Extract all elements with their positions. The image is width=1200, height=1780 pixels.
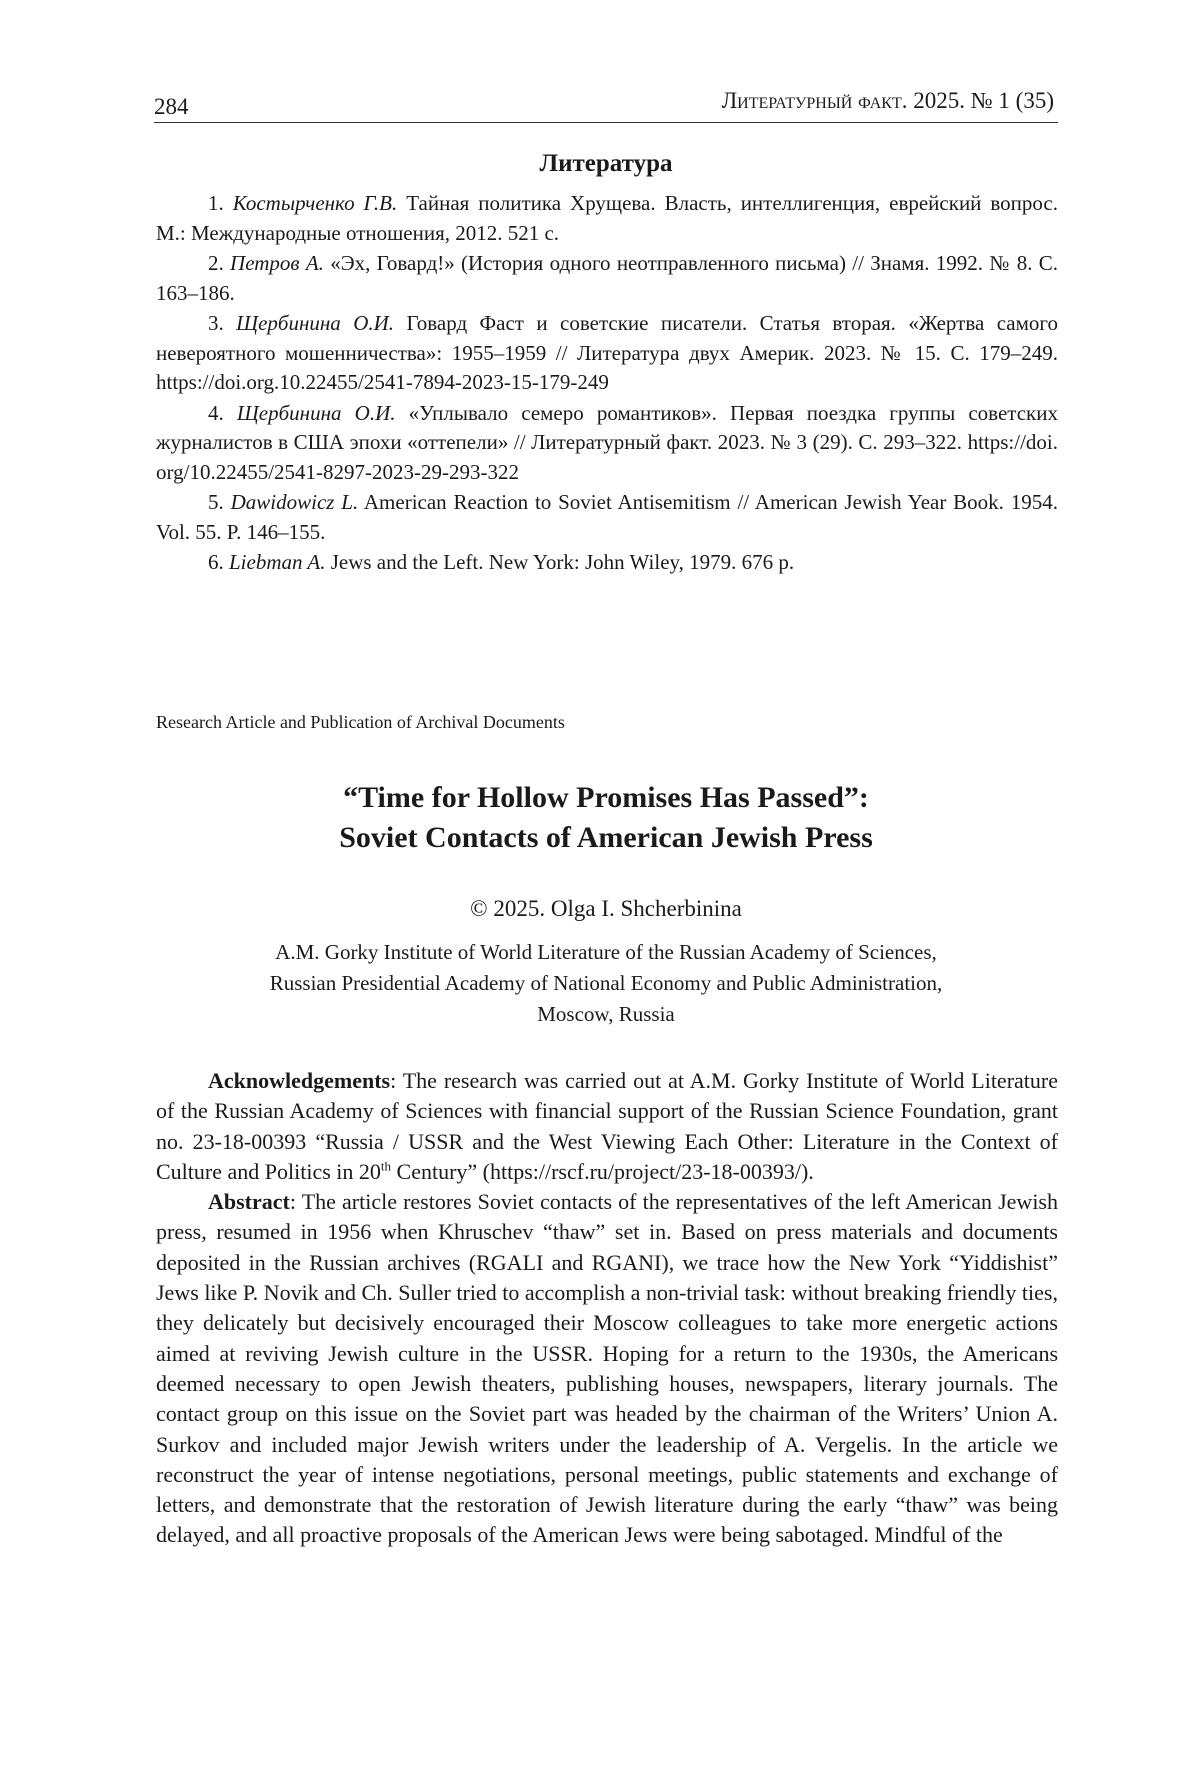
reference-author: Щербинина О.И. — [236, 311, 395, 335]
reference-author: Щербинина О.И. — [236, 400, 396, 425]
reference-item — [156, 249, 1058, 308]
reference-text: Тайная политика Хрущева. Власть, интеллигенция, еврейский вопрос. М.: Международные отношения, 2012. 521 с. — [156, 191, 1058, 245]
superscript: th — [380, 1158, 392, 1174]
references-list — [156, 189, 1058, 579]
reference-text: «Уплывало семеро романтиков». Первая поездка группы советских журналистов в США эпохи «оттепели» // Литературный факт. 2023. № 3 (29). С. 293–322. https://doi. org/10.22455/2541-8297-2023-29-293-322 — [156, 400, 1058, 484]
affiliation-line: Russian Presidential Academy of National Economy and Public Administration, — [269, 971, 943, 995]
copyright-author: © 2025. Olga I. Shcherbinina — [470, 896, 742, 921]
reference-number: 6. — [208, 550, 224, 574]
page-number: 284 — [154, 94, 189, 119]
reference-author: Dawidowicz L. — [230, 490, 359, 514]
author-affiliation — [154, 937, 1058, 1030]
abstract-text: : The article restores Soviet contacts of the representatives of the left American Jewish press, resumed in 1956 when Khruschev “thaw” set in. Based on press materials and documents deposited in the Russian archives (RGALI and RGANI), we trace how the New York “Yiddishist” Jews like P. Novik and Ch. Suller tried to accomplish a non-trivial task: without breaking friendly ties, they delicately but decisively encouraged their Moscow colleagues to take more energetic actions aimed at reviving Jewish culture in the USSR. Hoping for a return to the 1930s, the Americans deemed necessary to open Jewish theaters, publishing houses, newspapers, literary journals. The contact group on this issue on the Soviet part was headed by the chairman of the Writers’ Union A. Surkov and included major Jewish writers under the leadership of A. Vergelis. In the article we reconstruct the year of intense negotiations, personal meetings, public statements and exchange of letters, and demonstrate that the restoration of Jewish literature during the early “thaw” was being delayed, and all proactive proposals of the American Jews were being sabotaged. Mindful of the — [156, 1189, 1058, 1548]
running-head: Литературный факт. 2025. № 1 (35) — [721, 88, 1054, 113]
reference-number: 4. — [208, 400, 224, 425]
reference-item — [156, 548, 1058, 578]
acknowledgements-text-end: Century” (https://rscf.ru/project/23-18-00393/). — [391, 1158, 814, 1184]
article-body — [156, 1066, 1058, 1551]
reference-number: 1. — [208, 191, 224, 215]
reference-item — [156, 488, 1058, 547]
article-title — [154, 778, 1058, 858]
affiliation-line: A.M. Gorky Institute of World Literature of the Russian Academy of Sciences, — [275, 940, 937, 964]
reference-text: Jews and the Left. New York: John Wiley, 1979. 676 p. — [330, 550, 795, 574]
reference-number: 5. — [208, 490, 224, 514]
reference-item — [156, 189, 1058, 248]
reference-text: American Reaction to Soviet Antisemitism // American Jewish Year Book. 1954. Vol. 55. P. 146–155. — [156, 490, 1059, 544]
title-line: “Time for Hollow Promises Has Passed”: — [343, 781, 869, 814]
reference-text: «Эх, Говард!» (История одного неотправленного письма) // Знамя. 1992. № 8. С. 163–186. — [156, 251, 1058, 305]
reference-author: Liebman A. — [229, 550, 326, 574]
reference-author: Костырченко Г.В. — [232, 191, 398, 215]
acknowledgements-paragraph — [156, 1066, 1058, 1187]
reference-text: Говард Фаст и советские писатели. Статья вторая. «Жертва самого невероятного мошенничества»: 1955–1959 // Литература двух Америк. 2023. № 15. С. 179–249. https://doi.org.10.22455/2541-7894-2023-15-179-249 — [156, 311, 1058, 394]
reference-item — [156, 309, 1058, 398]
article-type: Research Article and Publication of Archival Documents — [156, 712, 565, 732]
affiliation-line: Moscow, Russia — [537, 1002, 675, 1026]
reference-number: 3. — [208, 311, 224, 335]
page-header — [154, 86, 1058, 123]
acknowledgements-label: Acknowledgements — [208, 1068, 391, 1093]
acknowledgements-text: : The research was carried out at A.M. Gorky Institute of World Literature of the Russian Academy of Sciences with financial support of the Russian Science Foundation, grant no. 23-18-00393 “Russia / USSR and the West Viewing Each Other: Literature in the Context of Culture and Politics in 20 — [156, 1068, 1058, 1184]
reference-author: Петров А. — [230, 251, 324, 275]
references-heading: Литература — [539, 150, 673, 177]
reference-item — [156, 399, 1058, 488]
reference-number: 2. — [208, 251, 224, 275]
abstract-label: Abstract — [208, 1189, 290, 1215]
abstract-paragraph — [156, 1187, 1058, 1551]
title-line: Soviet Contacts of American Jewish Press — [339, 821, 873, 854]
